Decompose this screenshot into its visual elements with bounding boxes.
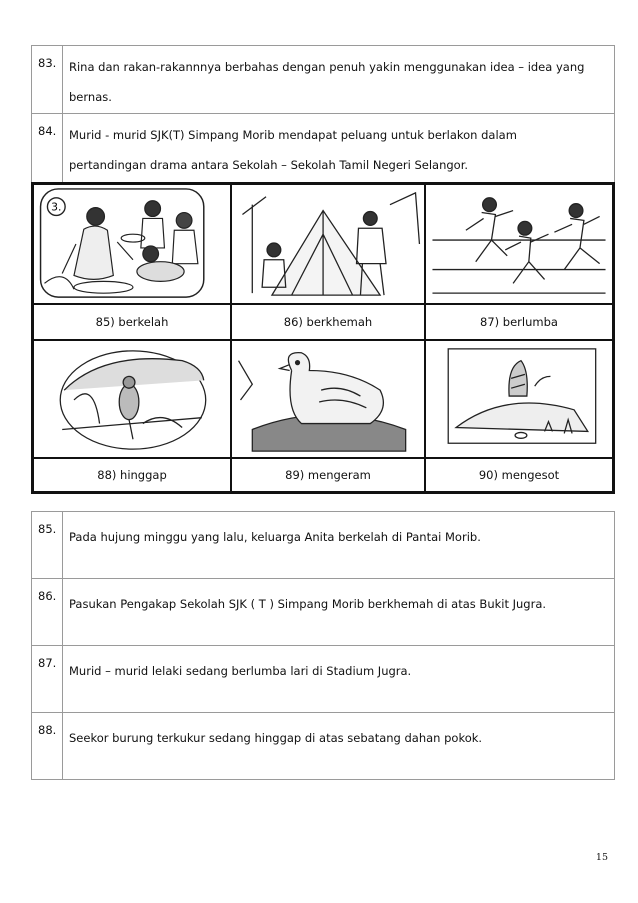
question-text: Seekor burung terkukur sedang hinggap di atas sebatang dahan pokok. bbox=[63, 713, 615, 780]
question-line: Rina dan rakan-rakannnya berbahas dengan penuh yakin menggunakan idea – idea yang bbox=[69, 60, 585, 74]
crawling-snail-illustration bbox=[425, 340, 613, 458]
question-number: 88. bbox=[32, 713, 63, 780]
question-text bbox=[63, 46, 615, 114]
question-row bbox=[32, 713, 615, 780]
picnic-badge: 3. bbox=[51, 200, 62, 214]
picture-label: 86) berkhemah bbox=[231, 304, 425, 340]
camping-drawing bbox=[232, 185, 424, 303]
question-row bbox=[32, 579, 615, 646]
question-row bbox=[32, 646, 615, 713]
question-number: 86. bbox=[32, 579, 63, 646]
picture-label: 85) berkelah bbox=[33, 304, 231, 340]
picture-label: 90) mengesot bbox=[425, 458, 613, 492]
picture-label: 89) mengeram bbox=[231, 458, 425, 492]
picture-grid bbox=[31, 182, 615, 494]
question-row bbox=[32, 46, 615, 114]
hen-drawing bbox=[232, 341, 424, 457]
picture-label: 87) berlumba bbox=[425, 304, 613, 340]
top-question-table bbox=[31, 45, 615, 183]
question-number: 83. bbox=[32, 46, 63, 114]
question-text: Pada hujung minggu yang lalu, keluarga Anita berkelah di Pantai Morib. bbox=[63, 512, 615, 579]
question-line: pertandingan drama antara Sekolah – Sekolah Tamil Negeri Selangor. bbox=[69, 158, 469, 172]
question-text: Pasukan Pengakap Sekolah SJK ( T ) Simpang Morib berkhemah di atas Bukit Jugra. bbox=[63, 579, 615, 646]
question-number: 87. bbox=[32, 646, 63, 713]
question-number: 85. bbox=[32, 512, 63, 579]
picnic-illustration bbox=[33, 184, 231, 304]
race-illustration bbox=[425, 184, 613, 304]
question-row bbox=[32, 114, 615, 183]
perching-bird-illustration bbox=[33, 340, 231, 458]
race-drawing bbox=[426, 185, 612, 303]
question-text: Murid – murid lelaki sedang berlumba lari di Stadium Jugra. bbox=[63, 646, 615, 713]
brooding-hen-illustration bbox=[231, 340, 425, 458]
snail-drawing bbox=[426, 341, 612, 457]
bird-drawing bbox=[34, 341, 230, 457]
page-number: 15 bbox=[595, 852, 608, 863]
camping-illustration bbox=[231, 184, 425, 304]
question-line: Murid - murid SJK(T) Simpang Morib mendapat peluang untuk berlakon dalam bbox=[69, 128, 517, 142]
question-text bbox=[63, 114, 615, 183]
question-number: 84. bbox=[32, 114, 63, 183]
question-row bbox=[32, 512, 615, 579]
picnic-drawing bbox=[34, 185, 230, 303]
picture-label: 88) hinggap bbox=[33, 458, 231, 492]
bottom-question-table bbox=[31, 511, 615, 780]
question-line: bernas. bbox=[69, 90, 112, 104]
